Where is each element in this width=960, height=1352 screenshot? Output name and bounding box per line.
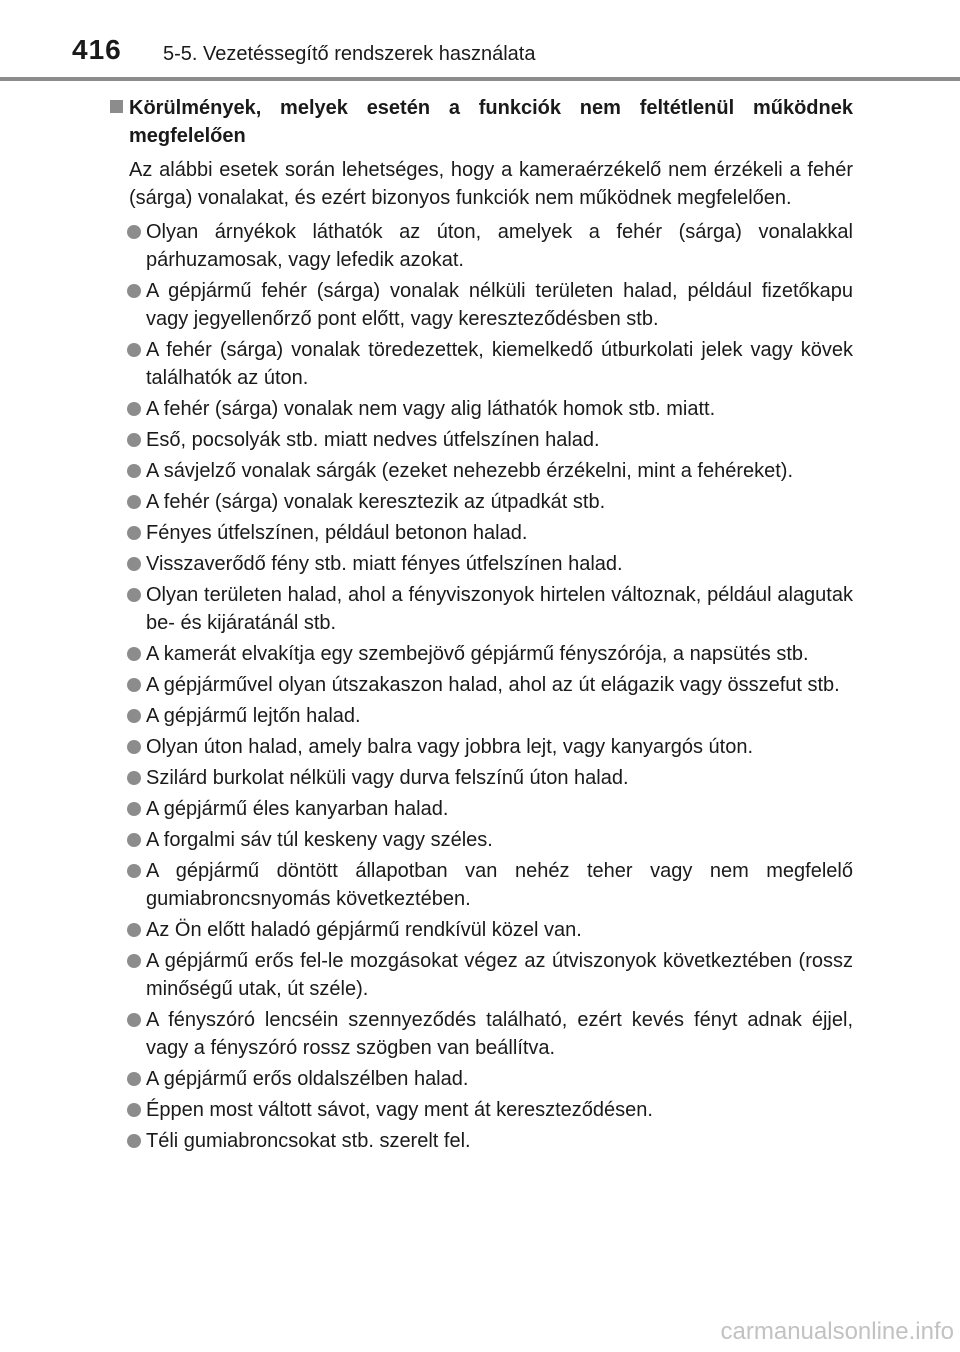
page-content xyxy=(109,94,853,1158)
circle-bullet-icon xyxy=(127,588,141,602)
list-item xyxy=(109,733,853,761)
circle-bullet-icon xyxy=(127,526,141,540)
circle-bullet-icon xyxy=(127,464,141,478)
list-item xyxy=(109,764,853,792)
list-item-text: Olyan úton halad, amely balra vagy jobbra lejt, vagy kanyargós úton. xyxy=(146,736,754,758)
list-item-text: Éppen most váltott sávot, vagy ment át kereszteződésen. xyxy=(146,1099,653,1121)
list-item-text: Olyan árnyékok láthatók az úton, amelyek a fehér (sárga) vonalakkal párhuzamosak, vagy lefedik azokat. xyxy=(146,221,853,271)
list-item xyxy=(109,826,853,854)
list-item-text: A gépjármű erős oldalszélben halad. xyxy=(146,1068,469,1090)
circle-bullet-icon xyxy=(127,284,141,298)
circle-bullet-icon xyxy=(127,740,141,754)
list-item-text: A gépjármű fehér (sárga) vonalak nélküli területen halad, például fizetőkapu vagy jegyellenőrző pont előtt, vagy kereszteződésben stb. xyxy=(146,280,853,330)
list-item xyxy=(109,702,853,730)
list-item xyxy=(109,519,853,547)
list-item xyxy=(109,1065,853,1093)
list-item-text: Olyan területen halad, ahol a fényviszonyok hirtelen változnak, például alagutak be- és kijáratánál stb. xyxy=(146,584,853,634)
header-divider xyxy=(0,77,960,81)
list-item xyxy=(109,795,853,823)
list-item-text: Téli gumiabroncsokat stb. szerelt fel. xyxy=(146,1130,471,1152)
list-item xyxy=(109,426,853,454)
circle-bullet-icon xyxy=(127,402,141,416)
section-heading-text: Körülmények, melyek esetén a funkciók nem feltétlenül működnek megfelelően xyxy=(129,97,853,147)
circle-bullet-icon xyxy=(127,1013,141,1027)
section-intro: Az alábbi esetek során lehetséges, hogy a kameraérzékelő nem érzékeli a fehér (sárga) vonalakat, és ezért bizonyos funkciók nem működnek megfelelően. xyxy=(129,159,853,209)
list-item-text: Az Ön előtt haladó gépjármű rendkívül közel van. xyxy=(146,919,582,941)
circle-bullet-icon xyxy=(127,343,141,357)
list-item-text: A gépjármű erős fel-le mozgásokat végez az útviszonyok következtében (rossz minőségű utak, út széle). xyxy=(146,950,853,1000)
list-item-text: A gépjármű éles kanyarban halad. xyxy=(146,798,449,820)
list-item xyxy=(109,277,853,333)
list-item xyxy=(109,1096,853,1124)
list-item-text: A fehér (sárga) vonalak nem vagy alig láthatók homok stb. miatt. xyxy=(146,398,716,420)
list-item xyxy=(109,550,853,578)
list-item xyxy=(109,218,853,274)
circle-bullet-icon xyxy=(127,802,141,816)
circle-bullet-icon xyxy=(127,864,141,878)
list-item xyxy=(109,1006,853,1062)
section-title: 5-5. Vezetéssegítő rendszerek használata xyxy=(163,43,536,65)
list-item-text: Szilárd burkolat nélküli vagy durva felszínű úton halad. xyxy=(146,767,629,789)
list-item xyxy=(109,947,853,1003)
list-item xyxy=(109,671,853,699)
list-item-text: Fényes útfelszínen, például betonon halad. xyxy=(146,522,528,544)
list-item-text: A gépjármű lejtőn halad. xyxy=(146,705,361,727)
page-number: 416 xyxy=(72,34,122,65)
list-item-text: Visszaverődő fény stb. miatt fényes útfelszínen halad. xyxy=(146,553,623,575)
section-heading xyxy=(109,94,853,150)
circle-bullet-icon xyxy=(127,647,141,661)
list-item-text: A gépjármű döntött állapotban van nehéz teher vagy nem megfelelő gumiabroncsnyomás következtében. xyxy=(146,860,853,910)
circle-bullet-icon xyxy=(127,495,141,509)
list-item xyxy=(109,395,853,423)
circle-bullet-icon xyxy=(127,771,141,785)
list-item-text: A sávjelző vonalak sárgák (ezeket nehezebb érzékelni, mint a fehéreket). xyxy=(146,460,794,482)
condition-list xyxy=(109,218,853,1155)
circle-bullet-icon xyxy=(127,433,141,447)
list-item xyxy=(109,336,853,392)
list-item xyxy=(109,857,853,913)
list-item-text: A fehér (sárga) vonalak keresztezik az útpadkát stb. xyxy=(146,491,606,513)
circle-bullet-icon xyxy=(127,1103,141,1117)
circle-bullet-icon xyxy=(127,923,141,937)
circle-bullet-icon xyxy=(127,833,141,847)
circle-bullet-icon xyxy=(127,954,141,968)
list-item-text: A fehér (sárga) vonalak töredezettek, kiemelkedő útburkolati jelek vagy kövek találhatók az úton. xyxy=(146,339,853,389)
list-item-text: A kamerát elvakítja egy szembejövő gépjármű fényszórója, a napsütés stb. xyxy=(146,643,809,665)
circle-bullet-icon xyxy=(127,709,141,723)
list-item xyxy=(109,916,853,944)
list-item xyxy=(109,488,853,516)
circle-bullet-icon xyxy=(127,1072,141,1086)
circle-bullet-icon xyxy=(127,1134,141,1148)
list-item xyxy=(109,640,853,668)
list-item xyxy=(109,1127,853,1155)
list-item-text: Eső, pocsolyák stb. miatt nedves útfelszínen halad. xyxy=(146,429,600,451)
circle-bullet-icon xyxy=(127,678,141,692)
circle-bullet-icon xyxy=(127,557,141,571)
list-item-text: A gépjárművel olyan útszakaszon halad, ahol az út elágazik vagy összefut stb. xyxy=(146,674,840,696)
list-item-text: A forgalmi sáv túl keskeny vagy széles. xyxy=(146,829,493,851)
list-item xyxy=(109,457,853,485)
circle-bullet-icon xyxy=(127,225,141,239)
square-bullet-icon xyxy=(110,100,123,113)
watermark: carmanualsonline.info xyxy=(720,1318,954,1345)
list-item xyxy=(109,581,853,637)
page-header xyxy=(0,0,960,80)
list-item-text: A fényszóró lencséin szennyeződés található, ezért kevés fényt adnak éjjel, vagy a fényszóró rossz szögben van beállítva. xyxy=(146,1009,853,1059)
